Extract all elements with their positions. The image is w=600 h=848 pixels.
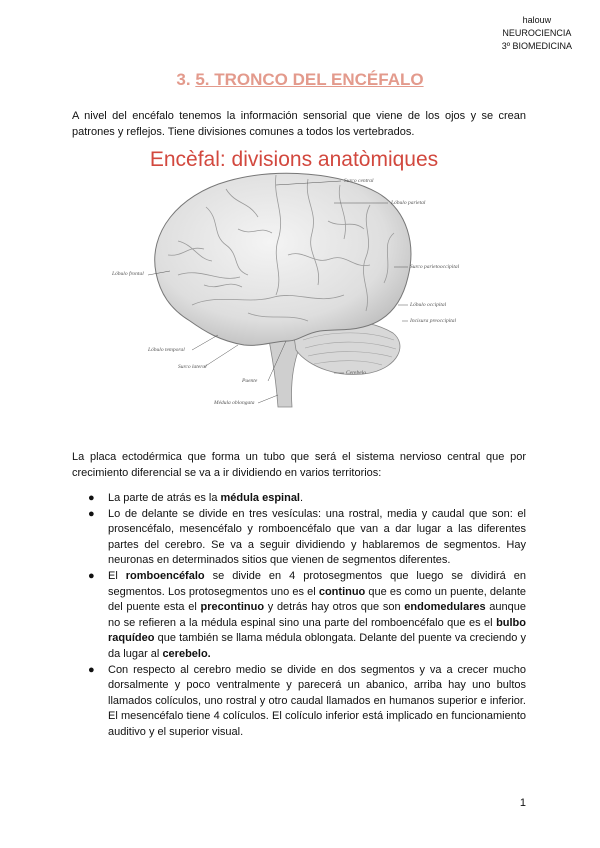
bullet-list xyxy=(88,491,526,741)
list-item xyxy=(88,569,526,663)
bold-term: precontinuo xyxy=(200,601,265,614)
label-surco-central: Surco central xyxy=(344,178,374,184)
section-title-prefix: 3. xyxy=(176,70,196,89)
page-number: 1 xyxy=(519,797,526,809)
figure-title: Encèfal: divisions anatòmiques xyxy=(149,148,439,171)
text-span: se divide en 4 protosegmentos que luego se dividirá en segmentos. Los protosegmentos uno es el xyxy=(108,569,526,598)
text-span: que es como un puente, delante del puente esta el xyxy=(108,585,526,614)
header-course: 3º BIOMEDICINA xyxy=(501,41,572,51)
header-author: halouw xyxy=(522,15,552,25)
text-span: El xyxy=(108,569,126,582)
bold-term: cerebelo. xyxy=(162,647,211,660)
intro-paragraph: A nivel del encéfalo tenemos la información sensorial que viene de los ojos y se crean patrones y reflejos. Tiene divisiones comunes a todos los vertebrados. xyxy=(72,110,526,138)
bold-term: romboencéfalo xyxy=(125,569,205,582)
text-span: . xyxy=(300,492,304,504)
section-title xyxy=(0,70,600,90)
text-span: y detrás hay otros que son xyxy=(264,601,405,614)
brain-figure xyxy=(108,145,480,415)
label-surco-parietooccipital: Surco parietooccipital xyxy=(410,264,460,270)
label-incisura-preoccipital: Incisura preoccipital xyxy=(410,318,457,324)
text-span: Con respecto al cerebro medio se divide en dos segmentos y va a crecer mucho dorsalmente y poco ventralmente y parecerá un abanico, arriba hay uno bultos llamados colículos, uno rostral y otro caudal llamados en humanos superior e inferior. El mesencéfalo tiene 4 colículos. El colículo inferior está implicado en funcionamiento auditivo y el superior visual. xyxy=(108,663,526,738)
bullet-dot: ● xyxy=(88,492,95,504)
label-puente: Puente xyxy=(242,378,258,384)
bold-term: bulbo raquídeo xyxy=(108,616,526,645)
second-paragraph: La placa ectodérmica que forma un tubo que será el sistema nervioso central que por crecimiento diferencial se va a ir dividiendo en varios territorios: xyxy=(72,451,526,479)
text-span: que también se llama médula oblongata. Delante del puente va creciendo y da lugar al xyxy=(108,632,526,660)
brain-illustration xyxy=(108,145,480,415)
bullet-dot: ● xyxy=(88,569,95,582)
label-lobulo-temporal: Lóbulo temporal xyxy=(148,347,185,353)
bullet-dot: ● xyxy=(88,507,95,520)
list-item xyxy=(88,663,526,741)
label-cerebelo: Cerebelo xyxy=(346,370,366,376)
bold-term: médula espinal xyxy=(220,492,300,504)
section-title-main: 5. TRONCO DEL ENCÉFALO xyxy=(195,70,424,89)
bold-term: endomedulares xyxy=(404,601,486,614)
label-medula-oblongata: Médula oblongata xyxy=(214,400,255,406)
bold-term: continuo xyxy=(318,585,366,598)
label-lobulo-occipital: Lóbulo occipital xyxy=(410,302,447,308)
text-span: aunque no se refieren a la médula espinal sino una parte del romboencéfalo que es el xyxy=(108,601,527,629)
list-item xyxy=(88,507,526,569)
header-subject: NEUROCIENCIA xyxy=(502,28,572,38)
text-span: La parte de atrás es la xyxy=(108,492,221,504)
bullet-dot: ● xyxy=(88,663,95,676)
label-lobulo-parietal: Lóbulo parietal xyxy=(391,200,426,206)
label-lobulo-frontal: Lóbulo frontal xyxy=(112,271,144,277)
label-surco-lateral: Surco lateral xyxy=(178,364,207,370)
text-span: Lo de delante se divide en tres vesículas: una rostral, media y caudal que son: el prosencéfalo, mesencéfalo y romboencéfalo que van a dar lugar a las diferentes partes del cerebro. Se va a seguir dividiendo y hablaremos de segmentos. Hay neuronas en determinados sitios que vienen de segmentos diferentes. xyxy=(108,507,526,567)
list-item xyxy=(88,491,526,507)
document-header xyxy=(502,14,572,53)
